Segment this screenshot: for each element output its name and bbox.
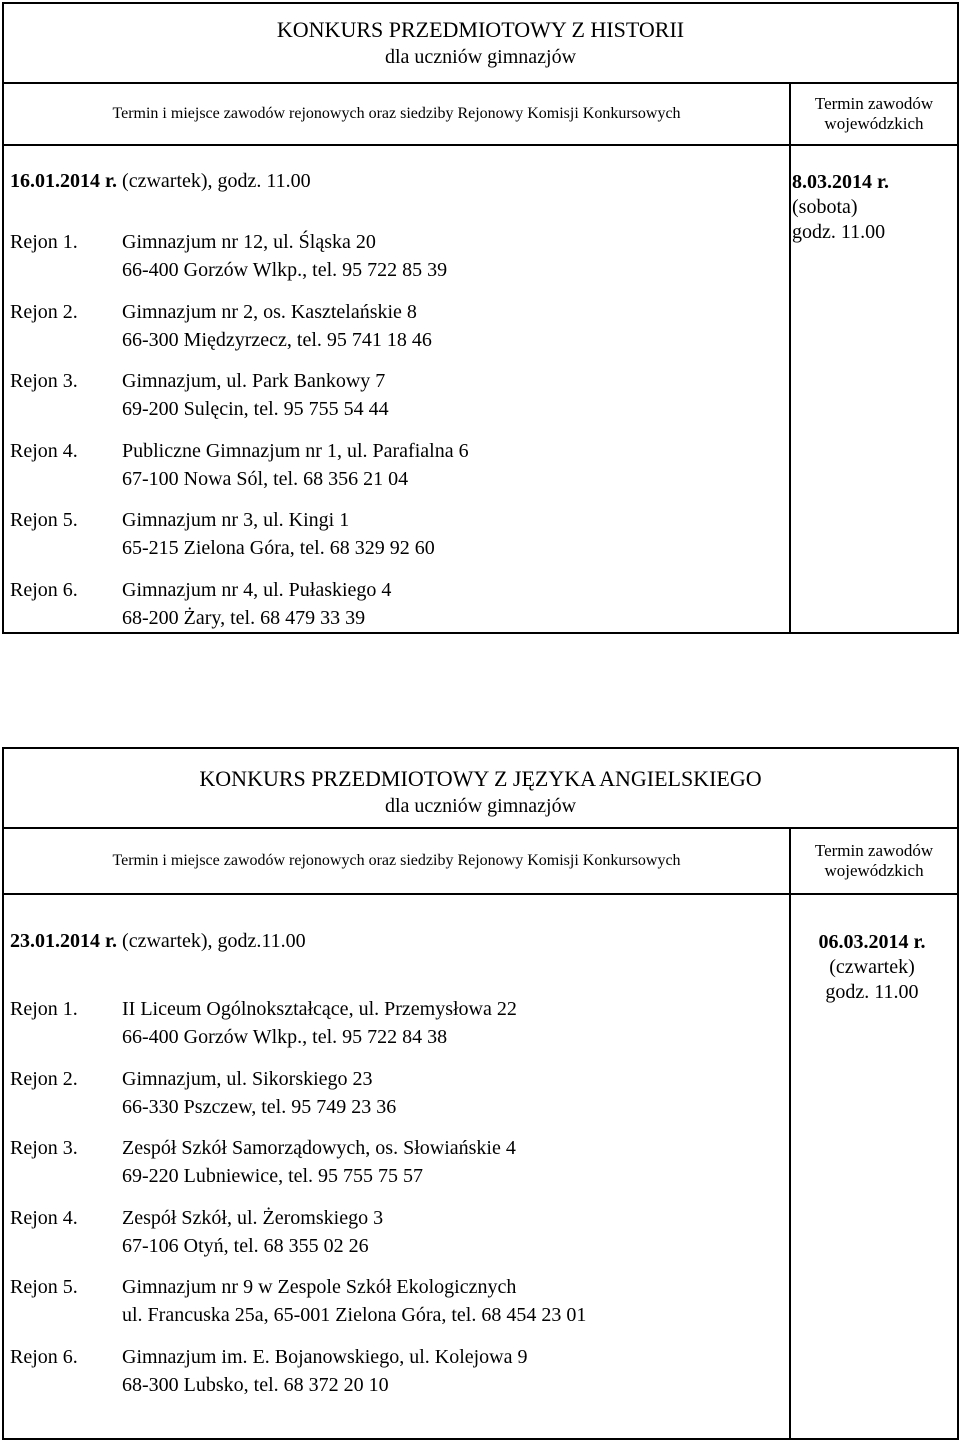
english-header-left-text: Termin i miejsce zawodów rejonowych oraz siedziby Rejonowy Komisji Konkursowych: [112, 852, 681, 869]
region-address: 66-400 Gorzów Wlkp., tel. 95 722 85 39: [122, 259, 448, 281]
english-region-3: [10, 1134, 516, 1190]
english-region-1: [10, 995, 517, 1051]
history-final-date: 8.03.2014 r.: [792, 171, 890, 193]
region-label: Rejon 4.: [10, 439, 78, 462]
history-final-time: godz. 11.00: [792, 221, 886, 243]
region-school: Gimnazjum nr 12, ul. Śląska 20: [122, 231, 376, 253]
region-school: Zespół Szkół Samorządowych, os. Słowiańskie 4: [122, 1137, 516, 1159]
history-final: [792, 170, 932, 245]
region-label: Rejon 5.: [10, 1276, 78, 1298]
english-region-2: [10, 1065, 396, 1121]
region-label: Rejon 1.: [10, 231, 78, 253]
region-school: Gimnazjum, ul. Sikorskiego 23: [122, 1067, 373, 1090]
history-region-1: [10, 228, 447, 284]
history-header-right: [790, 83, 958, 145]
history-header-right-line1: Termin zawodów: [814, 94, 934, 113]
region-address: 68-200 Żary, tel. 68 479 33 39: [122, 606, 366, 629]
history-region-3: [10, 367, 389, 423]
region-address: 69-220 Lubniewice, tel. 95 755 75 57: [122, 1165, 424, 1187]
region-label: Rejon 6.: [10, 1345, 78, 1368]
history-title-cell: [3, 3, 958, 83]
region-address: ul. Francuska 25a, 65-001 Zielona Góra, tel. 68 454 23 01: [122, 1304, 587, 1326]
english-date-bold: 23.01.2014 r.: [10, 930, 118, 952]
english-final-day: (czwartek): [829, 956, 915, 978]
english-region-6: [10, 1343, 528, 1399]
region-address: 67-106 Otyń, tel. 68 355 02 26: [122, 1234, 369, 1257]
region-label: Rejon 1.: [10, 998, 78, 1020]
region-address: 66-330 Pszczew, tel. 95 749 23 36: [122, 1095, 397, 1118]
region-school: Gimnazjum nr 9 w Zespole Szkół Ekologicznych: [122, 1276, 517, 1298]
region-school: Gimnazjum nr 3, ul. Kingi 1: [122, 509, 350, 531]
english-title: KONKURS PRZEDMIOTOWY Z JĘZYKA ANGIELSKIEGO: [199, 766, 762, 791]
region-school: Gimnazjum nr 4, ul. Pułaskiego 4: [122, 578, 392, 601]
region-address: 67-100 Nowa Sól, tel. 68 356 21 04: [122, 467, 409, 490]
region-school: Gimnazjum, ul. Park Bankowy 7: [122, 370, 386, 392]
region-label: Rejon 3.: [10, 1137, 78, 1159]
english-title-cell: [3, 748, 958, 828]
english-final-time: godz. 11.00: [825, 981, 919, 1003]
history-region-6: [10, 576, 391, 632]
history-region-5: [10, 506, 435, 562]
history-date-bold: 16.01.2014 r.: [10, 170, 118, 192]
region-school: Zespół Szkół, ul. Żeromskiego 3: [122, 1206, 384, 1229]
english-date: [10, 930, 306, 953]
history-region-4: [10, 437, 469, 493]
region-school: Publiczne Gimnazjum nr 1, ul. Parafialna 6: [122, 439, 469, 462]
region-school: Gimnazjum nr 2, os. Kasztelańskie 8: [122, 300, 417, 323]
region-label: Rejon 4.: [10, 1206, 78, 1229]
region-label: Rejon 6.: [10, 578, 78, 601]
history-title: KONKURS PRZEDMIOTOWY Z HISTORII: [276, 17, 685, 42]
region-address: 65-215 Zielona Góra, tel. 68 329 92 60: [122, 537, 435, 559]
english-final-date: 06.03.2014 r.: [818, 931, 926, 953]
history-header-left: [3, 83, 790, 145]
history-date: [10, 170, 311, 193]
english-region-4: [10, 1204, 383, 1260]
region-label: Rejon 3.: [10, 370, 78, 392]
english-final: [792, 930, 952, 1005]
history-header-left-text: Termin i miejsce zawodów rejonowych oraz siedziby Rejonowy Komisji Konkursowych: [112, 105, 681, 122]
region-label: Rejon 5.: [10, 509, 78, 531]
english-header-left: [3, 828, 790, 894]
english-region-5: [10, 1273, 586, 1329]
english-date-rest: (czwartek), godz.11.00: [117, 930, 306, 952]
region-address: 66-400 Gorzów Wlkp., tel. 95 722 84 38: [122, 1026, 448, 1048]
english-subtitle: dla uczniów gimnazjów: [384, 795, 577, 817]
region-address: 69-200 Sulęcin, tel. 95 755 54 44: [122, 398, 389, 420]
region-school: II Liceum Ogólnokształcące, ul. Przemysłowa 22: [122, 998, 517, 1020]
history-final-day: (sobota): [792, 196, 858, 218]
region-label: Rejon 2.: [10, 1067, 78, 1090]
region-school: Gimnazjum im. E. Bojanowskiego, ul. Kolejowa 9: [122, 1345, 528, 1368]
region-address: 68-300 Lubsko, tel. 68 372 20 10: [122, 1373, 389, 1396]
region-address: 66-300 Międzyrzecz, tel. 95 741 18 46: [122, 328, 432, 351]
history-header-right-line2: wojewódzkich: [824, 114, 924, 133]
english-header-right-line1: Termin zawodów: [814, 841, 934, 860]
english-header-right-line2: wojewódzkich: [824, 861, 924, 880]
region-label: Rejon 2.: [10, 300, 78, 323]
history-region-2: [10, 298, 432, 354]
history-date-rest: (czwartek), godz. 11.00: [117, 170, 311, 192]
history-subtitle: dla uczniów gimnazjów: [384, 46, 577, 68]
english-header-right: [790, 828, 958, 894]
